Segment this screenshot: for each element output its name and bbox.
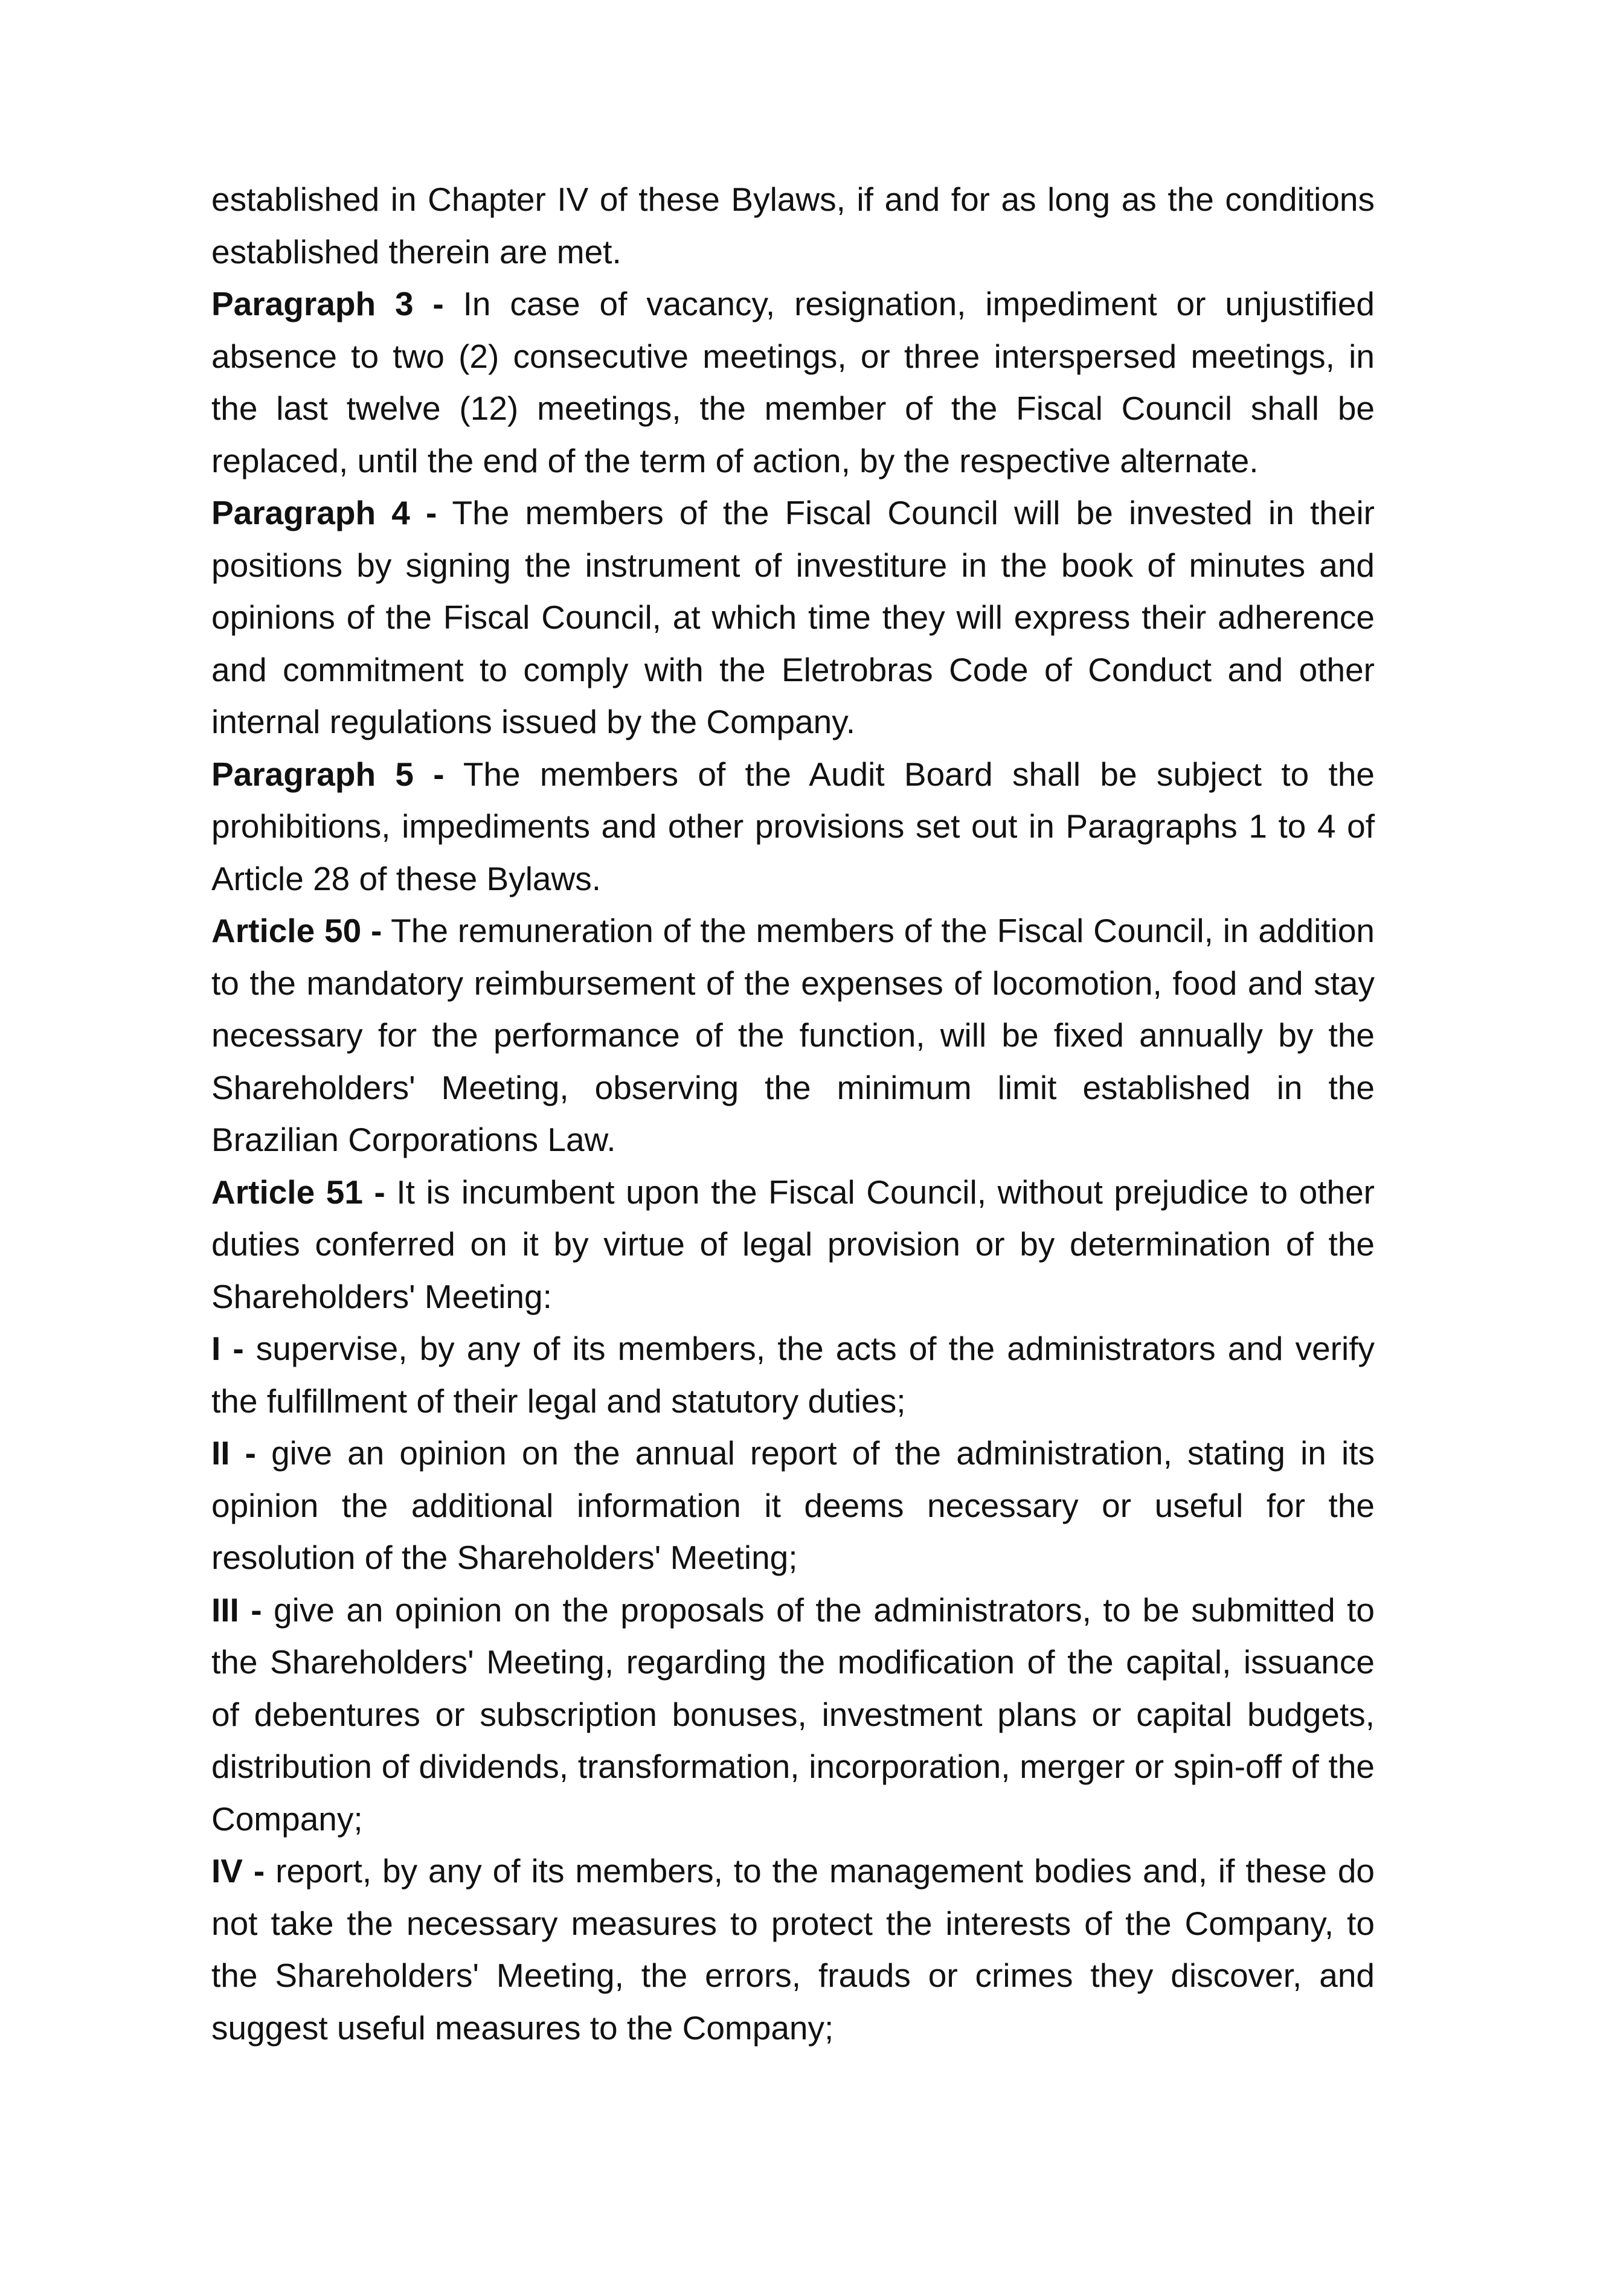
article-label: Article 51 -	[211, 1173, 385, 1211]
paragraph-text: The members of the Fiscal Council will be invested in their positions by signing the instrument of investiture in the book of minutes and opinions of the Fiscal Council, at which time they will express their adherence and commitment to comply with the Eletrobras Code of Conduct and other internal regulations issued by the Company.	[211, 494, 1375, 740]
item-text: give an opinion on the proposals of the administrators, to be submitted to the Shareholders' Meeting, regarding the modification of the capital, issuance of debentures or subscription bonuses, investment plans or capital budgets, distribution of dividends, transformation, incorporation, merger or spin-off of the Company;	[211, 1591, 1375, 1838]
paragraph-4	[211, 487, 1375, 748]
paragraph-label: Paragraph 3 -	[211, 285, 444, 322]
item-text: report, by any of its members, to the management bodies and, if these do not take the necessary measures to protect the interests of the Company, to the Shareholders' Meeting, the errors, frauds or crimes they discover, and suggest useful measures to the Company;	[211, 1852, 1375, 2047]
article-text: The remuneration of the members of the Fiscal Council, in addition to the mandatory reimbursement of the expenses of locomotion, food and stay necessary for the performance of the function, will be fixed annually by the Shareholders' Meeting, observing the minimum limit established in the Brazilian Corporations Law.	[211, 912, 1375, 1158]
item-i	[211, 1323, 1375, 1427]
document-body	[211, 173, 1375, 2054]
article-50	[211, 905, 1375, 1166]
paragraph-label: Paragraph 5 -	[211, 755, 445, 793]
item-label: I -	[211, 1330, 244, 1367]
item-label: IV -	[211, 1852, 265, 1890]
paragraph-text: established in Chapter IV of these Bylaws, if and for as long as the conditions established therein are met.	[211, 181, 1375, 271]
paragraph-text: In case of vacancy, resignation, impediment or unjustified absence to two (2) consecutive meetings, or three interspersed meetings, in the last twelve (12) meetings, the member of the Fiscal Council shall be replaced, until the end of the term of action, by the respective alternate.	[211, 285, 1375, 479]
article-51	[211, 1166, 1375, 1323]
item-text: supervise, by any of its members, the acts of the administrators and verify the fulfillment of their legal and statutory duties;	[211, 1330, 1375, 1420]
item-label: II -	[211, 1434, 256, 1472]
item-iv	[211, 1845, 1375, 2054]
item-iii	[211, 1584, 1375, 1845]
paragraph-label: Paragraph 4 -	[211, 494, 437, 531]
paragraph-3	[211, 278, 1375, 487]
item-label: III -	[211, 1591, 262, 1629]
paragraph-continuation	[211, 173, 1375, 278]
paragraph-text: The members of the Audit Board shall be subject to the prohibitions, impediments and other provisions set out in Paragraphs 1 to 4 of Article 28 of these Bylaws.	[211, 755, 1375, 897]
paragraph-5	[211, 748, 1375, 905]
article-label: Article 50 -	[211, 912, 382, 949]
article-text: It is incumbent upon the Fiscal Council, without prejudice to other duties conferred on it by virtue of legal provision or by determination of the Shareholders' Meeting:	[211, 1173, 1375, 1315]
item-text: give an opinion on the annual report of the administration, stating in its opinion the additional information it deems necessary or useful for the resolution of the Shareholders' Meeting;	[211, 1434, 1375, 1576]
item-ii	[211, 1427, 1375, 1584]
